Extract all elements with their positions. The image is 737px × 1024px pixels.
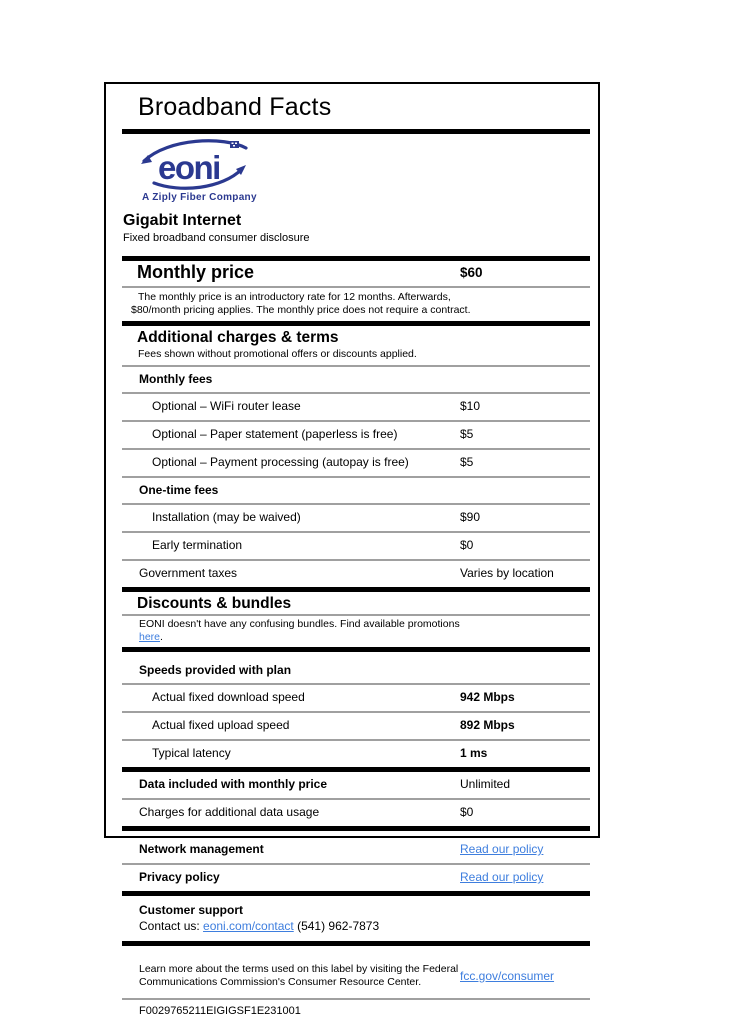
customer-support-contact bbox=[139, 918, 590, 934]
contact-phone: (541) 962-7873 bbox=[293, 919, 380, 933]
speeds-heading: Speeds provided with plan bbox=[139, 663, 292, 677]
fcc-note-text bbox=[122, 963, 460, 989]
fcc-note-row bbox=[122, 955, 590, 998]
one-time-fees-heading: One-time fees bbox=[139, 483, 219, 497]
flag-icon bbox=[230, 141, 239, 148]
discounts-heading: Discounts & bundles bbox=[137, 595, 292, 612]
network-management-label: Network management bbox=[139, 842, 264, 856]
data-overage-row bbox=[122, 800, 590, 826]
network-management-row bbox=[122, 837, 590, 863]
latency-label: Typical latency bbox=[152, 746, 231, 760]
fee-value: $10 bbox=[460, 399, 481, 413]
government-taxes-value: Varies by location bbox=[460, 566, 554, 580]
fee-label: Early termination bbox=[152, 538, 243, 552]
data-included-label: Data included with monthly price bbox=[139, 777, 328, 791]
logo-tagline: A Ziply Fiber Company bbox=[142, 192, 257, 203]
divider bbox=[122, 129, 590, 134]
table-row bbox=[122, 394, 590, 420]
government-taxes-row bbox=[122, 561, 590, 587]
discounts-period: . bbox=[160, 631, 163, 643]
speed-value: 942 Mbps bbox=[460, 690, 515, 704]
speed-label: Actual fixed download speed bbox=[152, 690, 305, 704]
privacy-policy-row bbox=[122, 865, 590, 891]
table-row bbox=[122, 713, 590, 739]
additional-charges-heading: Additional charges & terms bbox=[137, 329, 339, 346]
table-row bbox=[122, 422, 590, 448]
fee-label: Optional – WiFi router lease bbox=[152, 399, 301, 413]
plan-subtitle: Fixed broadband consumer disclosure bbox=[123, 232, 310, 244]
latency-value: 1 ms bbox=[460, 746, 488, 760]
fee-value: $5 bbox=[460, 455, 474, 469]
table-row bbox=[122, 741, 590, 767]
table-row bbox=[122, 533, 590, 559]
fee-value: $90 bbox=[460, 510, 481, 524]
contact-link[interactable]: eoni.com/contact bbox=[203, 919, 294, 933]
fcc-note-line2: Communications Commission's Consumer Resource Center. bbox=[139, 976, 422, 988]
customer-support-section bbox=[122, 896, 590, 941]
data-included-value: Unlimited bbox=[460, 777, 511, 791]
fee-label: Installation (may be waived) bbox=[152, 510, 301, 524]
monthly-fees-heading: Monthly fees bbox=[139, 372, 213, 386]
monthly-price-note-line2: $80/month pricing applies. The monthly price does not require a contract. bbox=[131, 304, 471, 316]
fee-value: $5 bbox=[460, 427, 474, 441]
broadband-facts-label bbox=[104, 82, 600, 1017]
monthly-price-value: $60 bbox=[460, 265, 483, 280]
customer-support-heading: Customer support bbox=[139, 903, 244, 917]
eoni-logo bbox=[128, 139, 590, 203]
privacy-policy-label: Privacy policy bbox=[139, 870, 220, 884]
promotions-link[interactable]: here bbox=[139, 631, 161, 643]
speed-label: Actual fixed upload speed bbox=[152, 718, 290, 732]
contact-prefix: Contact us: bbox=[139, 919, 204, 933]
government-taxes-label: Government taxes bbox=[139, 566, 238, 580]
table-row bbox=[122, 685, 590, 711]
monthly-price-row bbox=[122, 261, 590, 286]
network-policy-link[interactable]: Read our policy bbox=[460, 842, 544, 856]
discounts-text-line: EONI doesn't have any confusing bundles. Find available promotions bbox=[139, 618, 460, 630]
speed-value: 892 Mbps bbox=[460, 718, 515, 732]
data-overage-label: Charges for additional data usage bbox=[139, 805, 320, 819]
page-title: Broadband Facts bbox=[138, 93, 332, 121]
table-row bbox=[122, 450, 590, 476]
fcc-consumer-link[interactable]: fcc.gov/consumer bbox=[460, 969, 555, 983]
additional-charges-subtext: Fees shown without promotional offers or discounts applied. bbox=[138, 348, 417, 360]
data-included-row bbox=[122, 772, 590, 798]
fee-label: Optional – Paper statement (paperless is free) bbox=[152, 427, 398, 441]
table-row bbox=[122, 505, 590, 531]
discounts-text bbox=[122, 616, 590, 647]
eoni-logo-icon bbox=[128, 139, 254, 191]
monthly-price-note-line1: The monthly price is an introductory rate for 12 months. Afterwards, bbox=[138, 291, 451, 303]
monthly-price-note bbox=[122, 288, 590, 321]
privacy-policy-link[interactable]: Read our policy bbox=[460, 870, 544, 884]
plan-name: Gigabit Internet bbox=[123, 212, 242, 229]
label-unique-id: F0029765211EIGIGSF1E231001 bbox=[139, 1005, 301, 1017]
fee-value: $0 bbox=[460, 538, 474, 552]
data-overage-value: $0 bbox=[460, 805, 474, 819]
monthly-price-label: Monthly price bbox=[137, 262, 255, 282]
fcc-note-line1: Learn more about the terms used on this label by visiting the Federal bbox=[139, 963, 459, 975]
fee-label: Optional – Payment processing (autopay is free) bbox=[152, 455, 409, 469]
logo-text: eoni bbox=[158, 149, 220, 186]
